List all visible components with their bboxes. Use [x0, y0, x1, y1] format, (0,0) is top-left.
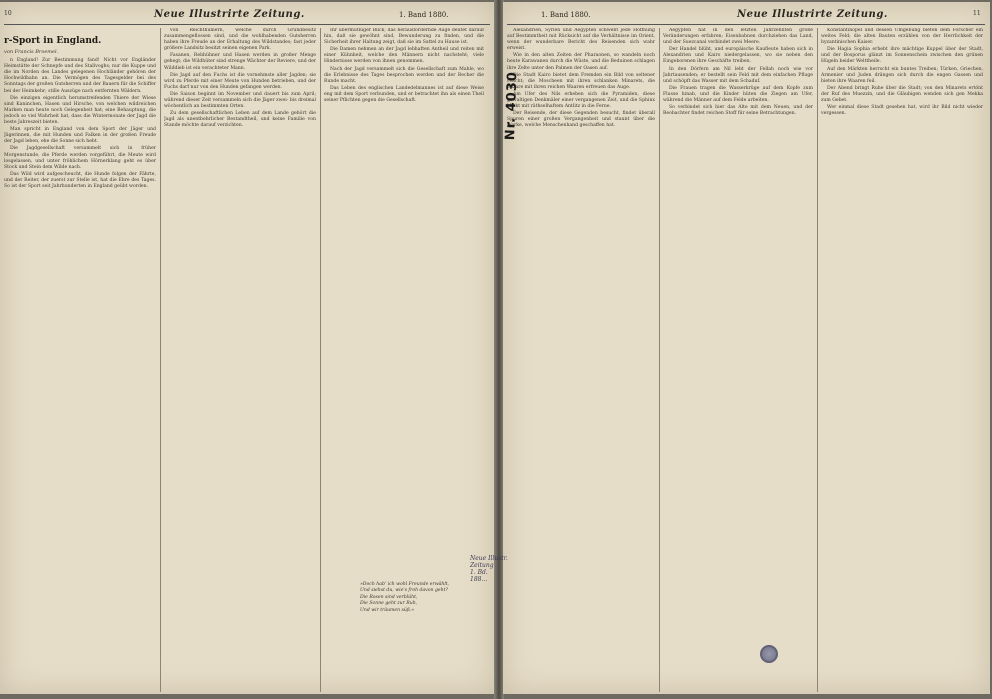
column-divider: [160, 28, 161, 692]
right-page: [503, 2, 990, 694]
paragraph: Wer einmal diese Stadt gesehen hat, wird ihr Bild nicht wieder vergessen.: [821, 105, 983, 117]
left-page: [0, 2, 495, 694]
library-seal-icon: [760, 645, 778, 663]
note-line: Neue Illustr.: [470, 555, 508, 562]
paragraph: Die Jagd auf den Fuchs ist die vornehmste aller Jagden; sie wird zu Pferde mit einer Meute von Hunden betrieben, und der Fuchs darf nur von den Hunden gefangen werden.: [164, 72, 316, 90]
paragraph: Auf den Märkten herrscht ein buntes Treiben; Türken, Griechen, Armenier und Juden drängen sich durch die engen Gassen und bieten ihre Waaren feil.: [821, 66, 983, 84]
poem-line: »Doch hab' ich wohl Freunde erwählt,: [360, 582, 450, 587]
left-header-date: 1. Band 1880.: [399, 11, 449, 19]
right-page-header: [507, 8, 985, 25]
paragraph: Das Wild wird aufgescheucht, die Hunde folgen der Fährte, und der Reiter, der zuerst zur Stelle ist, hat die Ehre des Tages. So ist der Sport seit Jahrhunderten in England geübt worden.: [4, 171, 156, 189]
paragraph: So verbindet sich hier das Alte mit dem Neuen, und der Beobachter findet reichen Stoff für seine Betrachtungen.: [663, 105, 813, 117]
poem-line: Die Sonne geht zur Ruh,: [360, 601, 418, 607]
paragraph: Die Jagdgesellschaft versammelt sich in früher Morgenstunde, die Pferde werden vorgeführt, die Meute wird losgelassen, und unter fröhlichem Hörnerklang geht es über Stock und Stein dem Wilde nach.: [4, 146, 156, 170]
paragraph: Das Leben des englischen Landedelmannes ist auf diese Weise eng mit dem Sport verbunden, und er betrachtet ihn als einen Theil seiner Pflichten gegen die Gesellschaft.: [324, 85, 484, 104]
right-header-date: 1. Band 1880.: [541, 11, 591, 19]
paragraph: n England! Zur Bestimmung fand! Nicht vor Engländer Heimstätte der Schnepfe und des Stallvoghs; nur die Kuppe und die im Norden des Landes gelegenen Hochländer gehören der Hochwildbahn an. Die Vermögen des Tagesgelder bei des Sonntags der großen Gutsherren und der Bauern für die Schiffer bei der Heimkehr; stille Auszüge nach entfernten Wäldern.: [4, 58, 156, 94]
poem-line: Die Rosen sind verblüht,: [360, 594, 418, 600]
paragraph: von Reichthümern, welche durch Grundbesitz zusammengeflossen sind, und die wohlhabenden Gutsherren haben ihre Freude an der Erhaltung des Wildstandes; fast jeder größere Landsitz besitzt seinen eigenen Park.: [164, 28, 316, 52]
left-page-header: [4, 8, 490, 25]
left-header-title: Neue Illustrirte Zeitung.: [154, 9, 305, 20]
right-page-number: 11: [973, 10, 981, 17]
paragraph: Aegypten hat in den letzten Jahrzehnten große Veränderungen erfahren; Eisenbahnen durchziehen das Land, und der Suezcanal verbindet zwei Meere.: [663, 28, 813, 46]
paragraph: Der Abend bringt Ruhe über die Stadt; von den Minarets ertönt der Ruf des Muezzin, und die Gläubigen wenden sich gen Mekka zum Gebet.: [821, 85, 983, 104]
paragraph: Ihr übermüthiger Blick, das herausfordernde Auge deutet darauf hin, daß sie gewöhnt sind, Bewunderung zu finden, und die Sicherheit ihrer Haltung zeigt, daß sie im Sattel zu Hause ist.: [324, 28, 484, 46]
note-line: Zeitung: [470, 562, 494, 569]
paragraph: Die Hagia Sophia erhebt ihre mächtige Kuppel über der Stadt, und der Bosporus glänzt im Sonnenschein zwischen den grünen Hügeln beider Welttheile.: [821, 47, 983, 65]
article-title: r-Sport in England.: [4, 36, 102, 46]
archive-stamp: Nr. 4030: [503, 70, 521, 141]
article-byline: von Francis Broemel.: [4, 49, 59, 55]
right-header-title: Neue Illustrirte Zeitung.: [737, 9, 888, 20]
paragraph: Die Damen nehmen an der Jagd lebhaften Antheil und reiten mit einer Kühnheit, welche den Männern nicht nachsteht; viele Hindernisse werden von ihnen genommen.: [324, 47, 484, 65]
right-column-1: [507, 28, 655, 692]
paragraph: Fasanen, Rebhühner und Hasen werden in großer Menge gehegt; die Wildhüter sind strenge Wächter der Reviere, und der Wilddieb ist ein verachteter Mann.: [164, 53, 316, 71]
poem-line: Und siehst du, wie's froh davon geht?: [360, 588, 448, 594]
handwritten-note: [470, 555, 508, 583]
note-line: 188...: [470, 576, 488, 583]
paragraph: Nach der Jagd versammelt sich die Gesellschaft zum Mahle, wo die Erlebnisse des Tages besprochen werden und der Becher die Runde macht.: [324, 66, 484, 84]
column-divider: [817, 28, 818, 692]
paragraph: Der Reisende, der diese Gegenden besucht, findet überall Spuren einer großen Vergangenheit und staunt über die Werke, welche Menschenhand geschaffen hat.: [507, 111, 655, 129]
column-divider: [659, 28, 660, 692]
left-page-number: 10: [4, 10, 12, 17]
paragraph: Der Handel blüht, und europäische Kaufleute haben sich in Alexandrien und Kairo niedergelassen, wo sie neben den Eingeborenen ihre Geschäfte treiben.: [663, 47, 813, 65]
poem: [360, 582, 449, 614]
paragraph: Die Frauen tragen die Wasserkrüge auf dem Kopfe zum Flusse hinab, und die Kinder hüten die Ziegen am Ufer, während die Männer auf dem Felde arbeiten.: [663, 85, 813, 104]
paragraph: Die einzigen eigentlich herumstreifenden Thiere der Wiese sind Kaninchen, Hasen und Hirsche, von welchen wildreichen Marken man heute noch Gelegenheit hat; eine Behauptung, die jedoch so viel Wahrheit hat, dass die Wintermonate der Jagd die beste Jahreszeit bieten.: [4, 95, 156, 126]
column-divider: [320, 28, 321, 692]
paragraph: Am Ufer des Nils erheben sich die Pyramiden, diese gewaltigen Denkmäler einer vergangenen Zeit, und die Sphinx blickt mit räthselhaftem Antlitz in die Ferne.: [507, 91, 655, 110]
paragraph: Wie in den alten Zeiten der Pharaonen, so wandeln noch heute Karawanen durch die Wüste, und die Beduinen schlagen ihre Zelte unter den Palmen der Oasen auf.: [507, 53, 655, 71]
paragraph: Zu dem gesellschaftlichen Leben auf dem Lande gehört die Jagd als unentbehrlicher Bestandtheil, und keine Familie von Stande möchte darauf verzichten.: [164, 111, 316, 129]
right-column-3: [821, 28, 983, 692]
paragraph: Alexandrien, Syrien und Aegypten schwebt jede Hoffnung auf Bestimmtheit mit Rücksicht auf die Verhältnisse im Orient, wenn der wunderbare Bericht des Reisenden sich wahr erweist.: [507, 28, 655, 52]
paragraph: Die Saison beginnt im November und dauert bis zum April; während dieser Zeit versammeln sich die Jäger zwei- bis dreimal wöchentlich an bestimmten Orten.: [164, 91, 316, 110]
left-column-3: [324, 28, 484, 448]
paragraph: Konstantinopel und dessen Umgebung bieten dem Forscher ein weites Feld; die alten Bauten erzählen von der Herrlichkeit der byzantinischen Kaiser.: [821, 28, 983, 46]
left-column-2: [164, 28, 316, 692]
poem-line: Und wir träumen süß.«: [360, 607, 415, 613]
paragraph: Die Stadt Kairo bietet dem Fremden ein Bild von seltener Pracht; die Moscheen mit ihren schlanken Minarets, die Bazare mit ihren reichen Waaren erfreuen das Auge.: [507, 72, 655, 90]
left-column-1: [4, 28, 156, 692]
paragraph: In den Dörfern am Nil lebt der Fellah noch wie vor Jahrtausenden; er bestellt sein Feld mit dem einfachen Pfluge und schöpft das Wasser mit dem Schaduf.: [663, 66, 813, 84]
paragraph: Man spricht in England von dem Sport der Jäger und Jägerinnen, die mit Hunden und Falken in der großen Freude der Jagd leben, ehe die Sonne sich hebt.: [4, 127, 156, 145]
right-column-2: [663, 28, 813, 692]
note-line: 1. Bd.: [470, 569, 488, 576]
